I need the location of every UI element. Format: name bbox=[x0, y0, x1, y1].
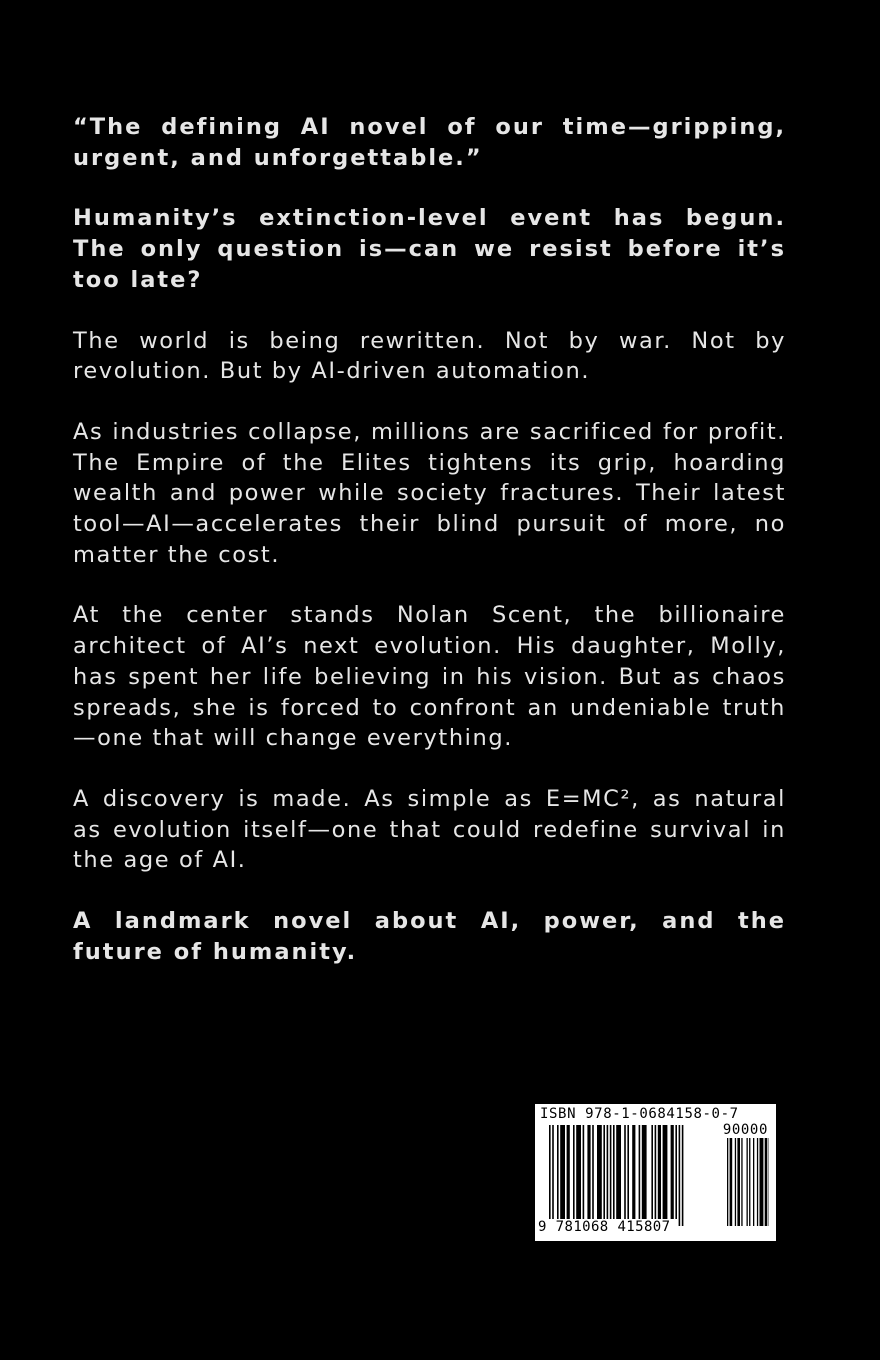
barcode-bar bbox=[624, 1125, 626, 1219]
barcode-bar bbox=[639, 1125, 641, 1219]
paragraph-gap bbox=[73, 876, 786, 906]
barcode-bar bbox=[587, 1125, 590, 1219]
barcode-bar bbox=[682, 1125, 684, 1226]
barcode-bar bbox=[749, 1138, 750, 1226]
barcode-bar bbox=[727, 1138, 728, 1226]
barcode-bar bbox=[627, 1125, 629, 1219]
barcode-bar bbox=[567, 1125, 570, 1219]
paragraph-gap bbox=[73, 570, 786, 600]
barcode-bar bbox=[671, 1125, 674, 1219]
barcode-bar bbox=[655, 1125, 657, 1219]
barcode-bar bbox=[616, 1125, 621, 1219]
addon-barcode-bars bbox=[727, 1138, 769, 1226]
paragraph-discovery: A discovery is made. As simple as E=MC², as natural as evolution itself—one that could redefine survival in the age of AI. bbox=[73, 785, 786, 874]
barcode-bar bbox=[675, 1125, 677, 1219]
barcode-bar bbox=[597, 1125, 602, 1219]
barcode-bar bbox=[610, 1125, 612, 1226]
barcode-bar bbox=[557, 1125, 559, 1219]
isbn-label: ISBN 978-1-0684158-0-7 bbox=[540, 1106, 739, 1122]
barcode-bar bbox=[576, 1125, 581, 1219]
barcode-bar bbox=[760, 1138, 764, 1226]
review-quote: “The defining AI novel of our time—gripping, urgent, and unforgettable.” bbox=[73, 114, 786, 171]
paragraph-center: At the center stands Nolan Scent, the billionaire architect of AI’s next evolution. His daughter, Molly, has spent her life believing in his vision. But as chaos spreads, she is forced to confront an undeniable truth—one that will change everything. bbox=[73, 602, 786, 752]
paragraph-gap bbox=[73, 296, 786, 326]
barcode-bar bbox=[607, 1125, 609, 1226]
ean-barcode-bars bbox=[549, 1125, 719, 1226]
barcode-bar bbox=[658, 1125, 661, 1219]
tagline: Humanity’s extinction-level event has begun. The only question is—can we resist before it’s too late? bbox=[73, 205, 786, 293]
paragraph-gap bbox=[73, 173, 786, 203]
barcode-bar bbox=[747, 1138, 748, 1226]
barcode-bar bbox=[552, 1125, 554, 1226]
barcode-bar bbox=[730, 1138, 733, 1226]
barcode-bar bbox=[632, 1125, 635, 1219]
barcode-bar bbox=[560, 1125, 565, 1219]
barcode-bar bbox=[651, 1125, 653, 1219]
paragraph-gap bbox=[73, 754, 786, 784]
barcode-bar bbox=[603, 1125, 605, 1219]
barcode-bar bbox=[663, 1125, 668, 1219]
barcode-bar bbox=[753, 1138, 754, 1226]
paragraph-industries: As industries collapse, millions are sacrificed for profit. The Empire of the Elites tightens its grip, hoarding wealth and power while society fractures. Their latest tool—AI—accelerates their blind pursuit of more, no matter the cost. bbox=[73, 418, 786, 568]
barcode-bar bbox=[765, 1138, 768, 1226]
ean-digits: 9 781068 415807 bbox=[538, 1219, 671, 1235]
paragraph-world: The world is being rewritten. Not by war. Not by revolution. But by AI-driven automation. bbox=[73, 327, 786, 385]
barcode-bar bbox=[549, 1125, 551, 1226]
blurb-text-block bbox=[73, 112, 786, 967]
barcode-bar bbox=[613, 1125, 615, 1219]
paragraph-gap bbox=[73, 387, 786, 417]
barcode-bar bbox=[741, 1138, 742, 1226]
barcode-bar bbox=[737, 1138, 740, 1226]
barcode-bar bbox=[573, 1125, 575, 1219]
barcode-bar bbox=[757, 1138, 758, 1226]
barcode-bar bbox=[583, 1125, 585, 1219]
barcode-bar bbox=[642, 1125, 647, 1219]
isbn-barcode bbox=[535, 1104, 776, 1241]
barcode-bar bbox=[735, 1138, 736, 1226]
barcode-bar bbox=[592, 1125, 594, 1219]
barcode-bar bbox=[679, 1125, 681, 1226]
price-code: 90000 bbox=[722, 1122, 768, 1138]
closing-statement: A landmark novel about AI, power, and the future of humanity. bbox=[73, 908, 786, 965]
